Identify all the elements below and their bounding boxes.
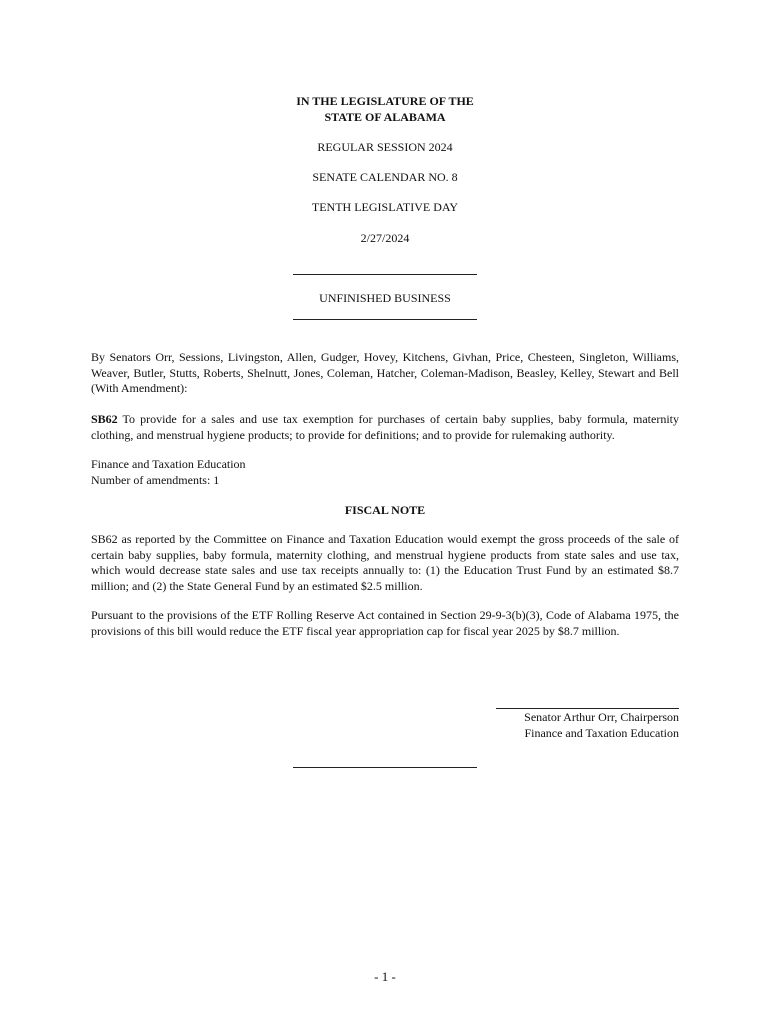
fiscal-note-title: FISCAL NOTE xyxy=(344,503,426,517)
divider-top xyxy=(293,274,477,275)
signature-block xyxy=(524,709,679,741)
bill-number: SB62 xyxy=(91,412,118,426)
heading-line-2: STATE OF ALABAMA xyxy=(324,110,446,124)
fiscal-note-paragraph-2: Pursuant to the provisions of the ETF Rolling Reserve Act contained in Section 29-9-3(b)(3), Code of Alabama 1975, the provisions of this bill would reduce the ETF fiscal year appropriation cap for fiscal year 2025 by $8.7 million. xyxy=(91,608,679,638)
committee-name: Finance and Taxation Education xyxy=(91,457,246,471)
divider-bottom xyxy=(293,319,477,320)
signer-name: Senator Arthur Orr, Chairperson xyxy=(524,710,679,724)
sponsors-paragraph: By Senators Orr, Sessions, Livingston, Allen, Gudger, Hovey, Kitchens, Givhan, Price, Chesteen, Singleton, Williams, Weaver, Butler, Stutts, Roberts, Shelnutt, Jones, Coleman, Hatcher, Coleman-Madison, Beasley, Kelley, Stewart and Bell (With Amendment): xyxy=(91,350,679,395)
amendments-count: Number of amendments: 1 xyxy=(91,472,220,487)
section-heading: UNFINISHED BUSINESS xyxy=(319,291,451,305)
bill-description: To provide for a sales and use tax exemption for purchases of certain baby supplies, baby formula, maternity clothing, and menstrual hygiene products; to provide for definitions; and to provide for rulemaking authority. xyxy=(91,412,679,442)
signer-committee: Finance and Taxation Education xyxy=(524,726,679,740)
heading-line-1: IN THE LEGISLATURE OF THE xyxy=(296,94,474,108)
divider-end xyxy=(293,767,477,768)
calendar-line: SENATE CALENDAR NO. 8 xyxy=(312,170,458,184)
committee-block xyxy=(91,457,679,488)
legislative-day-line: TENTH LEGISLATIVE DAY xyxy=(311,200,459,214)
legislature-heading xyxy=(0,93,770,125)
page-number: - 1 - xyxy=(374,969,396,984)
fiscal-note-paragraph-1: SB62 as reported by the Committee on Finance and Taxation Education would exempt the gross proceeds of the sale of certain baby supplies, baby formula, maternity clothing, and menstrual hygiene products from state sales and use tax, which would decrease state sales and use tax receipts annually to: (1) the Education Trust Fund by an estimated $8.7 million; and (2) the State General Fund by an estimated $2.5 million. xyxy=(91,532,679,593)
bill-summary xyxy=(91,412,679,443)
date-line: 2/27/2024 xyxy=(360,231,410,245)
session-line: REGULAR SESSION 2024 xyxy=(317,140,453,154)
